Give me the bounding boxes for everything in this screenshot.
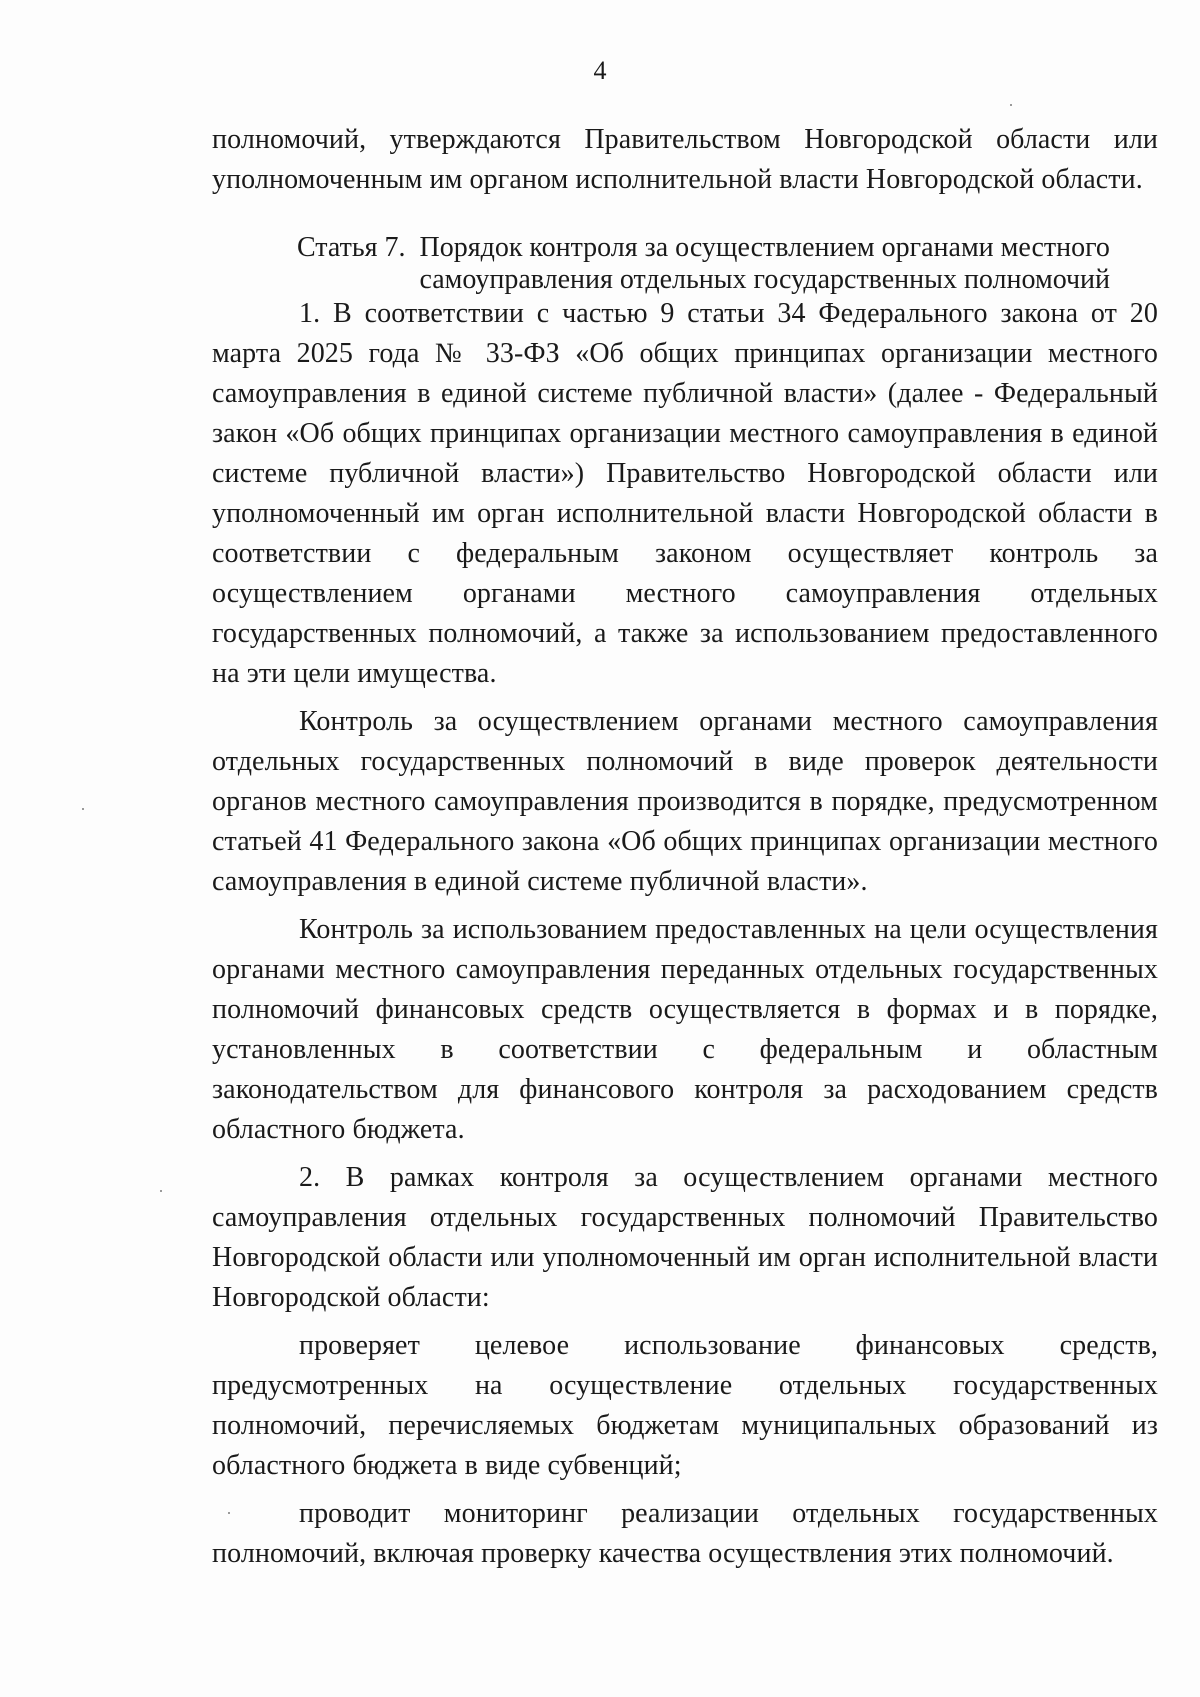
intro-paragraph-block: [212, 120, 1158, 200]
article-title: Порядок контроля за осуществлением органами местного самоуправления отдельных государственных полномочий: [419, 232, 1111, 295]
page-number: 4: [593, 56, 607, 85]
paragraph-3: Контроль за использованием предоставленных на цели осуществления органами местного самоуправления переданных отдельных государственных полномочий финансовых средств осуществляется в формах и в порядке, установленных в соответствии с федеральным и областным законодательством для финансового контроля за расходованием средств областного бюджета.: [212, 914, 1158, 1145]
article-body: [212, 294, 1158, 1574]
paragraph-4: 2. В рамках контроля за осуществлением органами местного самоуправления отдельных государственных полномочий Правительство Новгородской области или уполномоченный им орган исполнительной власти Новгородской области:: [212, 1162, 1158, 1313]
article-heading: [297, 232, 1157, 296]
paragraph-5: проверяет целевое использование финансовых средств, предусмотренных на осуществление отдельных государственных полномочий, перечисляемых бюджетам муниципальных образований из областного бюджета в виде субвенций;: [212, 1330, 1158, 1481]
paragraph-2: Контроль за осуществлением органами местного самоуправления отдельных государственных полномочий в виде проверок деятельности органов местного самоуправления производится в порядке, предусмотренном статьей 41 Федерального закона «Об общих принципах организации местного самоуправления в единой системе публичной власти».: [212, 706, 1158, 897]
scan-speck: [160, 1190, 162, 1192]
paragraph-1: 1. В соответствии с частью 9 статьи 34 Федерального закона от 20 марта 2025 года № 33-ФЗ «Об общих принципах организации местного самоуправления в единой системе публичной власти» (далее - Федеральный закон «Об общих принципах организации местного самоуправления в единой системе публичной власти») Правительство Новгородской области или уполномоченный им орган исполнительной власти Новгородской области в соответствии с федеральным законом осуществляет контроль за осуществлением органами местного самоуправления отдельных государственных полномочий, а также за использованием предоставленного на эти цели имущества.: [212, 298, 1158, 689]
scan-speck: [1010, 104, 1012, 106]
scan-speck: [228, 1512, 230, 1514]
article-number: Статья 7.: [297, 232, 406, 263]
paragraph-6: проводит мониторинг реализации отдельных государственных полномочий, включая проверку качества осуществления этих полномочий.: [212, 1498, 1158, 1569]
intro-paragraph: полномочий, утверждаются Правительством Новгородской области или уполномоченным им органом исполнительной власти Новгородской области.: [212, 124, 1158, 195]
scan-speck: [82, 808, 84, 810]
